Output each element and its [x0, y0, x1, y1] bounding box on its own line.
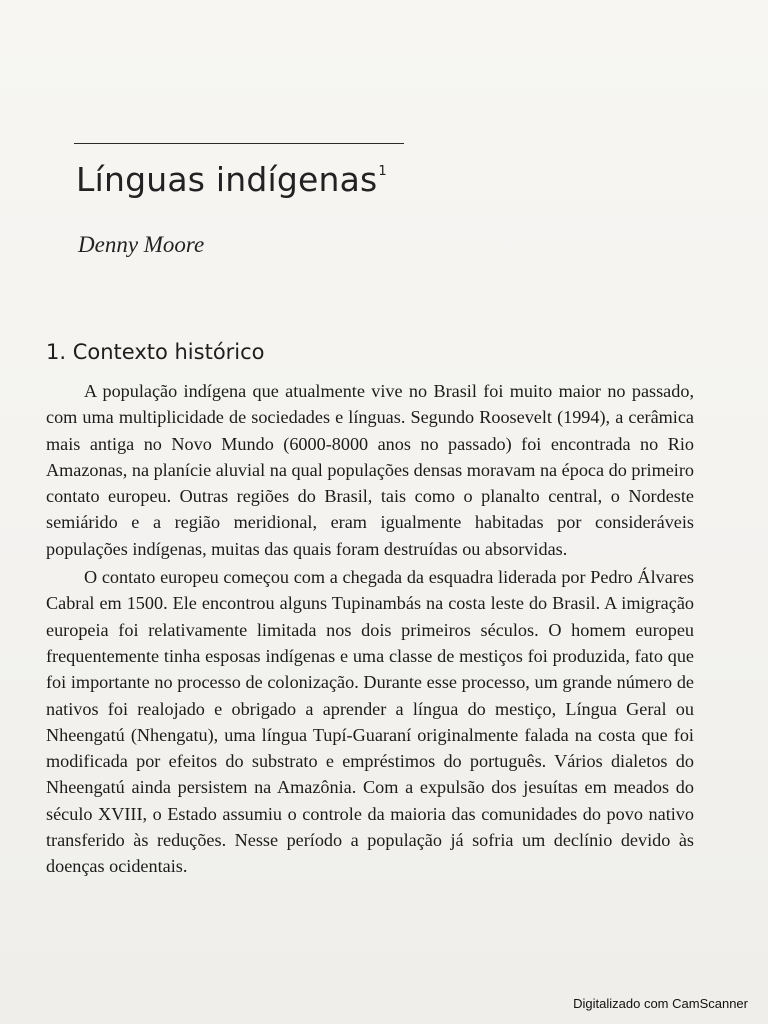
- scanner-watermark: Digitalizado com CamScanner: [573, 996, 748, 1011]
- paragraph: O contato europeu começou com a chegada da esquadra liderada por Pedro Álvares Cabral em 1500. Ele encontrou alguns Tupinambás na costa leste do Brasil. A imigração europeia foi relativamente limitada nos dois primeiros séculos. O homem europeu frequentemente tinha esposas indígenas e uma classe de mestiços foi produzida, fato que foi importante no processo de colonização. Durante esse processo, um grande número de nativos foi realojado e obrigado a aprender a língua do mestiço, Língua Geral ou Nheengatú (Nhengatu), uma língua Tupí-Guaraní originalmente falada na costa que foi modificada por efeitos do substrato e empréstimos do português. Vários dialetos do Nheengatú ainda persistem na Amazônia. Com a expulsão dos jesuítas em meados do século XVIII, o Estado assumiu o controle da maioria das comunidades do povo nativo transferido às reduções. Nesse período a população já sofria um declínio devido às doenças ocidentais.: [46, 567, 694, 877]
- section-heading: 1. Contexto histórico: [46, 340, 265, 364]
- title-rule: [74, 143, 404, 144]
- chapter-title-text: Línguas indígenas: [76, 160, 378, 199]
- paragraph: A população indígena que atualmente vive no Brasil foi muito maior no passado, com uma multiplicidade de sociedades e línguas. Segundo Roosevelt (1994), a cerâmica mais antiga no Novo Mundo (6000-8000 anos no passado) foi encontrada no Rio Amazonas, na planície aluvial na qual populações densas moravam na época do primeiro contato europeu. Outras regiões do Brasil, tais como o planalto central, o Nordeste semiárido e a região meridional, eram igualmente habitadas por consideráveis populações indígenas, muitas das quais foram destruídas ou absorvidas.: [46, 381, 694, 559]
- body-text: [46, 378, 694, 880]
- chapter-title: [76, 160, 387, 199]
- author-name: Denny Moore: [78, 232, 205, 257]
- footnote-marker: 1: [378, 164, 387, 179]
